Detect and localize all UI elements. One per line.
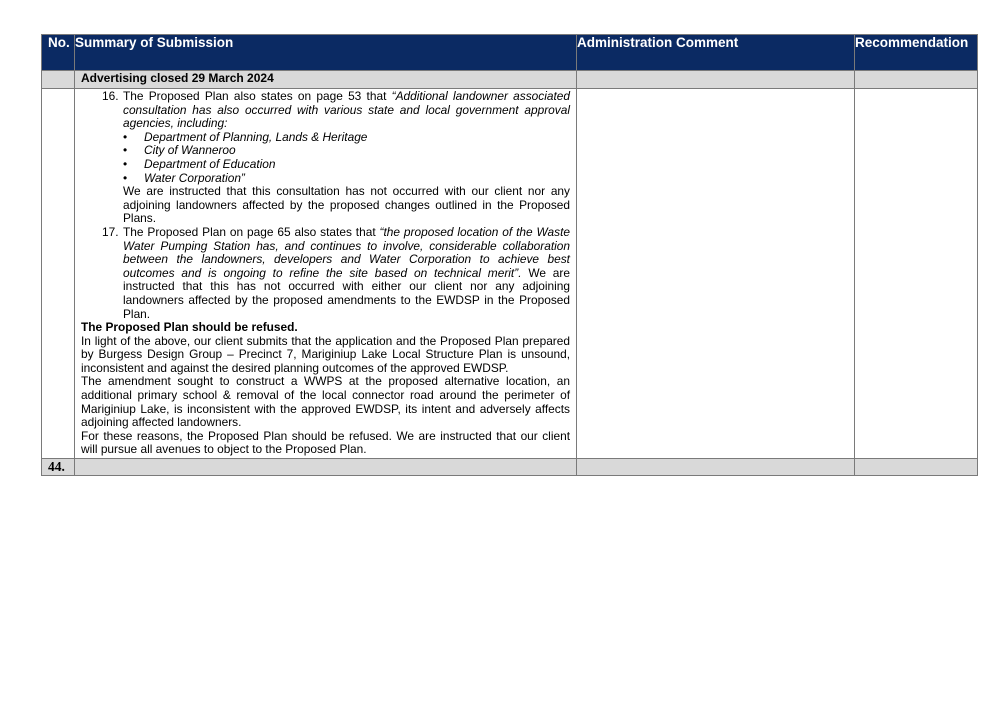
paragraph: In light of the above, our client submits that the application and the Proposed Plan prepared by Burgess Design Group – Precinct 7, Mariginiup Lake Local Structure Plan is unsound, inconsistent and against the desired planning outcomes of the approved EWDSP.	[81, 333, 570, 375]
advertising-closed-label: Advertising closed 29 March 2024	[81, 71, 274, 85]
row-number: 44.	[42, 459, 75, 476]
bullet-item: • City of Wanneroo	[123, 143, 236, 158]
bullet-item: • Department of Planning, Lands & Heritage	[123, 129, 368, 144]
bullet-item: • Water Corporation”	[123, 170, 245, 185]
header-no: No.	[42, 35, 75, 71]
bullet-item: • Department of Education	[123, 156, 276, 171]
table-header-row	[42, 35, 978, 71]
advertising-row	[42, 71, 978, 89]
list-item-17: 17. The Proposed Plan on page 65 also states that “the proposed location of the Waste Water Pumping Station has, and continues to involve, considerable collaboration between the landowners, developers and Water Corporation to achieve best outcomes and is ongoing to refine the site based on technical merit”. We are instructed that this has not occurred with either our client nor any adjoining landowners affected by the proposed amendments to the EWDSP in the Proposed Plan.	[102, 224, 570, 321]
header-summary: Summary of Submission	[75, 35, 577, 71]
table-row	[42, 89, 978, 459]
header-recommendation: Recommendation	[855, 35, 978, 71]
table-row-44	[42, 459, 978, 476]
recommendation-cell	[855, 89, 978, 459]
header-admin-comment: Administration Comment	[577, 35, 855, 71]
list-item-16: 16. The Proposed Plan also states on page 53 that “Additional landowner associated consultation has also occurred with various state and local government approval agencies, including:	[102, 89, 570, 131]
summary-cell	[75, 89, 577, 459]
admin-comment-cell	[577, 89, 855, 459]
paragraph: The amendment sought to construct a WWPS at the proposed alternative location, an additional primary school & removal of the local connector road around the perimeter of Mariginiup Lake, is inconsistent with the approved EWDSP, its intent and adversely affects adjoining affected landowners.	[81, 374, 570, 430]
submissions-table	[41, 34, 978, 476]
item16-follow-text: We are instructed that this consultation has not occurred with our client nor any adjoining landowners affected by the proposed changes outlined in the Proposed Plans.	[123, 184, 570, 226]
refused-heading: The Proposed Plan should be refused.	[81, 320, 298, 335]
paragraph: For these reasons, the Proposed Plan should be refused. We are instructed that our client will pursue all avenues to object to the Proposed Plan.	[81, 428, 570, 457]
